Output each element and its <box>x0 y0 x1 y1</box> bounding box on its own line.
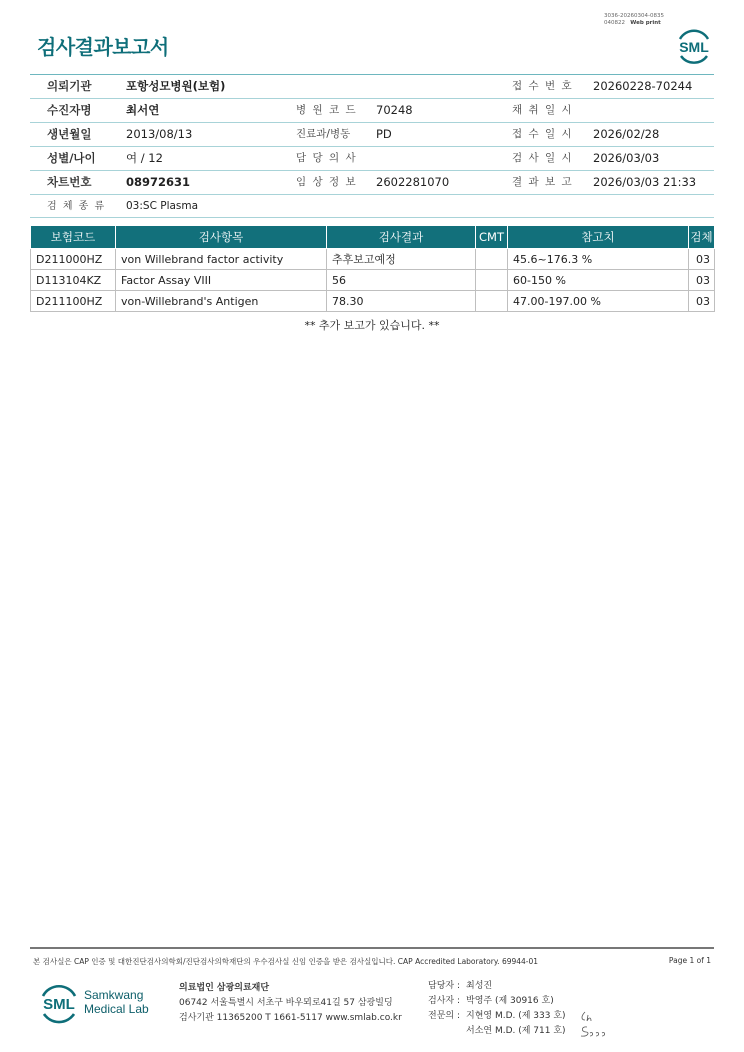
brand-line2: Medical Lab <box>84 1002 149 1016</box>
staff-role: 전문의 : <box>428 1011 460 1021</box>
info-value: 2013/08/13 <box>126 127 193 141</box>
info-label: 채 취 일 시 <box>512 104 574 116</box>
info-row <box>30 171 714 195</box>
info-value: 20260228-70244 <box>593 79 693 93</box>
info-label: 검 사 일 시 <box>512 152 574 164</box>
staff-role: 검사자 : <box>428 996 460 1006</box>
footer-divider <box>30 947 714 949</box>
footer-logo-text: SML <box>43 996 75 1013</box>
info-row <box>30 123 714 147</box>
col-header-test: 검사항목 <box>116 226 327 249</box>
col-header-specimen: 검체 <box>689 226 715 249</box>
info-row <box>30 75 714 99</box>
info-value: 2026/02/28 <box>593 127 660 141</box>
table-row <box>31 270 715 291</box>
signature-icon <box>575 1008 609 1040</box>
info-row <box>30 99 714 123</box>
results-table <box>30 225 715 312</box>
document-title: 검사결과보고서 <box>37 35 169 59</box>
info-label: 의뢰기관 <box>47 79 92 93</box>
certification-text: 본 검사실은 CAP 인증 및 대한진단검사의학회/진단검사의학재단의 우수검사실 신임 인증을 받은 검사실입니다. CAP Accredited Laboratory. 69944-01 <box>33 957 539 966</box>
additional-report-note: ** 추가 보고가 있습니다. ** <box>304 319 440 332</box>
info-label: 생년월일 <box>47 127 92 141</box>
lab-brand-name <box>84 988 149 1016</box>
info-label: 수진자명 <box>47 103 92 117</box>
info-value: 포항성모병원(보험) <box>126 79 226 93</box>
table-row <box>31 291 715 312</box>
results-header-row <box>31 226 715 249</box>
col-header-cmt: CMT <box>476 226 508 249</box>
table-row <box>31 249 715 270</box>
cell-reference: 60-150 % <box>508 270 689 291</box>
print-id <box>604 13 664 27</box>
brand-line1: Samkwang <box>84 988 144 1002</box>
info-label: 접 수 일 시 <box>512 128 574 140</box>
samkwang-logo-icon <box>37 981 81 1025</box>
patient-info-table <box>30 74 714 218</box>
info-value: 최서연 <box>126 103 160 117</box>
info-label: 검 체 종 류 <box>47 201 106 212</box>
col-header-result: 검사결과 <box>327 226 476 249</box>
info-label: 담 당 의 사 <box>296 152 358 164</box>
cell-code: D211000HZ <box>31 249 116 270</box>
info-value: PD <box>376 127 392 141</box>
print-label: Web print <box>630 20 661 26</box>
cell-test: von-Willebrand's Antigen <box>116 291 327 312</box>
staff-role: 담당자 : <box>428 981 460 991</box>
info-value: 여 / 12 <box>126 151 163 165</box>
sml-logo-icon <box>674 26 714 64</box>
cell-result: 78.30 <box>327 291 476 312</box>
cell-specimen: 03 <box>689 249 715 270</box>
cell-reference: 45.6~176.3 % <box>508 249 689 270</box>
cell-specimen: 03 <box>689 291 715 312</box>
info-value: 2026/03/03 <box>593 151 660 165</box>
print-id-line1: 3036-20260304-0835 <box>604 13 664 19</box>
cell-code: D211100HZ <box>31 291 116 312</box>
print-id-line2: 040822 <box>604 20 625 26</box>
org-name: 의료법인 삼광의료재단 <box>179 983 270 993</box>
info-label: 결 과 보 고 <box>512 176 574 188</box>
info-value: 2026/03/03 21:33 <box>593 175 697 189</box>
cell-result: 56 <box>327 270 476 291</box>
cell-cmt <box>476 270 508 291</box>
info-label: 병 원 코 드 <box>296 104 358 116</box>
info-label: 임 상 정 보 <box>296 176 358 188</box>
info-value: 2602281070 <box>376 175 450 189</box>
info-row <box>30 195 714 218</box>
cell-result: 추후보고예정 <box>327 249 476 270</box>
cell-cmt <box>476 249 508 270</box>
lab-info <box>179 981 402 1026</box>
info-value: 03:SC Plasma <box>126 200 199 212</box>
staff-name: 최성진 <box>466 981 493 991</box>
info-label: 성별/나이 <box>47 151 96 165</box>
cell-specimen: 03 <box>689 270 715 291</box>
cell-test: von Willebrand factor activity <box>116 249 327 270</box>
info-value: 08972631 <box>126 175 191 189</box>
org-address: 06742 서울특별시 서초구 바우뫼로41길 57 삼광빌딩 <box>179 998 393 1008</box>
info-label: 접 수 번 호 <box>512 80 574 92</box>
staff-name: 서소연 M.D. (제 711 호) <box>466 1026 566 1036</box>
info-row <box>30 147 714 171</box>
col-header-reference: 참고치 <box>508 226 689 249</box>
cell-reference: 47.00-197.00 % <box>508 291 689 312</box>
col-header-code: 보험코드 <box>31 226 116 249</box>
staff-name: 박영주 (제 30916 호) <box>466 996 554 1006</box>
cell-cmt <box>476 291 508 312</box>
info-label: 차트번호 <box>47 175 92 189</box>
staff-name: 지현영 M.D. (제 333 호) <box>466 1011 566 1021</box>
info-label: 진료과/병동 <box>296 128 351 140</box>
org-contact: 검사기관 11365200 T 1661-5117 www.smlab.co.kr <box>179 1013 402 1023</box>
cell-code: D113104KZ <box>31 270 116 291</box>
cell-test: Factor Assay VIII <box>116 270 327 291</box>
logo-text: SML <box>679 39 709 55</box>
info-value: 70248 <box>376 103 413 117</box>
page-number: Page 1 of 1 <box>668 956 711 965</box>
